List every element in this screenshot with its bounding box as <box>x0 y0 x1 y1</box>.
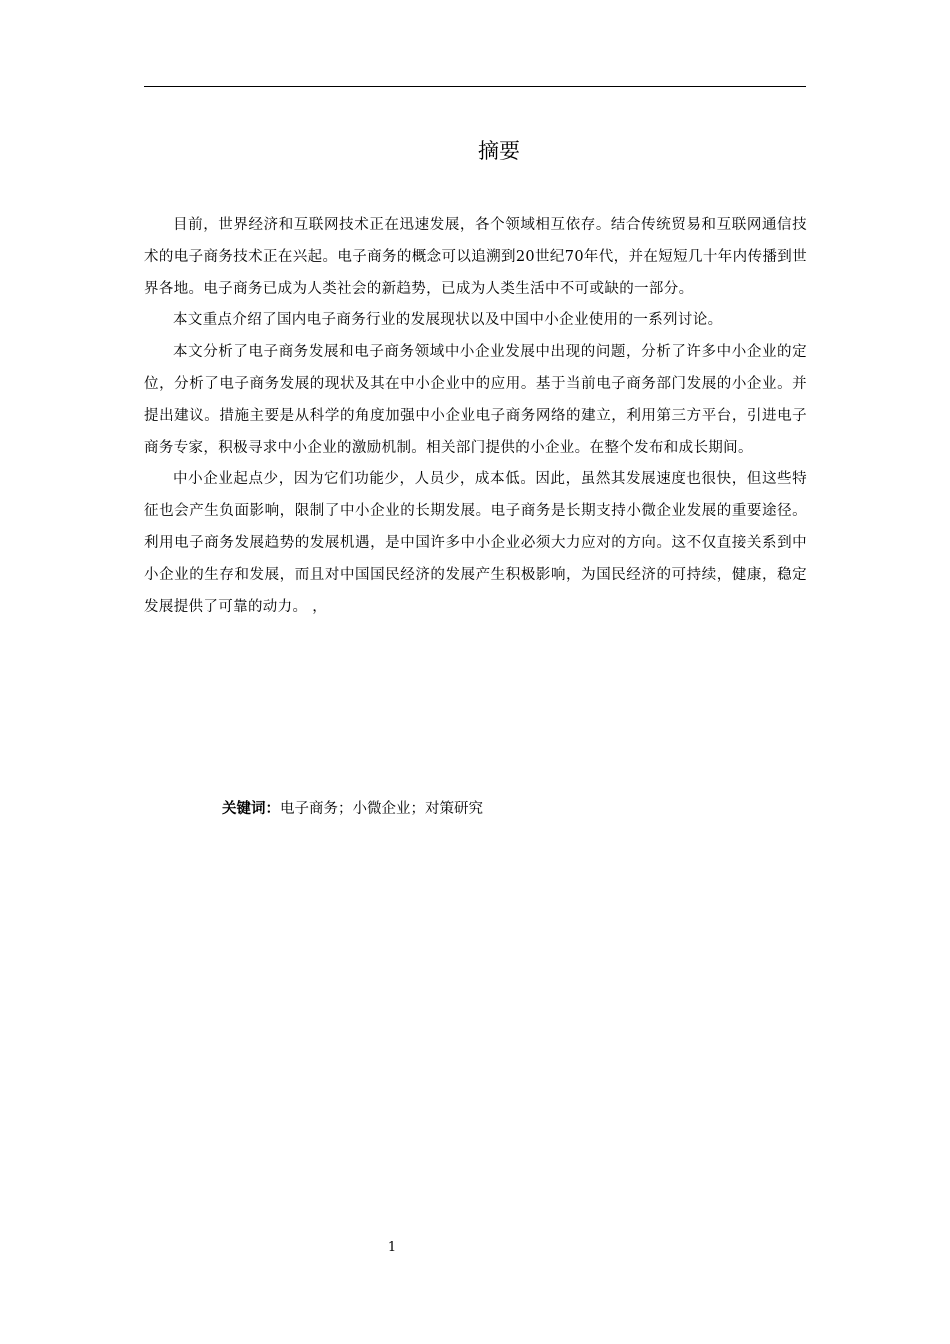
abstract-paragraph-1: 目前，世界经济和互联网技术正在迅速发展，各个领域相互依存。结合传统贸易和互联网通信技术的电子商务技术正在兴起。电子商务的概念可以追溯到20世纪70年代，并在短短几十年内传播到世界各地。电子商务已成为人类社会的新趋势，已成为人类生活中不可或缺的一部分。 <box>144 217 807 297</box>
keywords-label: 关键词： <box>222 801 280 817</box>
abstract-paragraph-2: 本文重点介绍了国内电子商务行业的发展现状以及中国中小企业使用的一系列讨论。 <box>173 312 723 329</box>
page-number: 1 <box>387 1240 397 1255</box>
abstract-paragraph-3: 本文分析了电子商务发展和电子商务领域中小企业发展中出现的问题，分析了许多中小企业的定位，分析了电子商务发展的现状及其在中小企业中的应用。基于当前电子商务部门发展的小企业。并提出建议。措施主要是从科学的角度加强中小企业电子商务网络的建立，利用第三方平台，引进电子商务专家，积极寻求中小企业的激励机制。相关部门提供的小企业。在整个发布和成长期间。 <box>144 344 807 456</box>
abstract-body <box>144 210 807 623</box>
header-rule <box>144 86 806 87</box>
keywords-line <box>222 795 483 823</box>
page-title: 摘要 <box>478 139 520 163</box>
keywords-value: 电子商务；小微企业；对策研究 <box>280 801 483 817</box>
abstract-paragraph-4: 中小企业起点少，因为它们功能少，人员少，成本低。因此，虽然其发展速度也很快，但这些特征也会产生负面影响，限制了中小企业的长期发展。电子商务是长期支持小微企业发展的重要途径。利用电子商务发展趋势的发展机遇，是中国许多中小企业必须大力应对的方向。这不仅直接关系到中小企业的生存和发展，而且对中国国民经济的发展产生积极影响，为国民经济的可持续，健康，稳定发展提供了可靠的动力。 ， <box>144 471 807 615</box>
